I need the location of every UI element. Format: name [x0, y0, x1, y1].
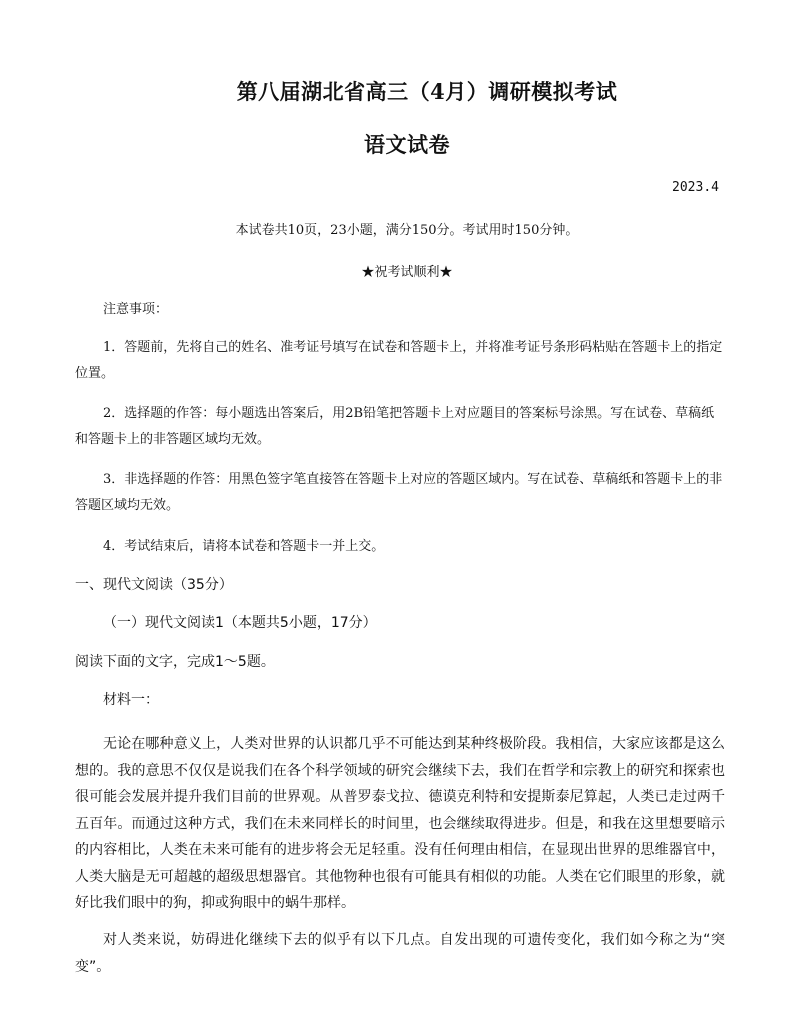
exam-info: 本试卷共10页，23小题，满分150分。考试用时150分钟。 [235, 223, 579, 238]
exam-date: 2023.4 [672, 180, 719, 195]
passage-paragraph: 无论在哪种意义上，人类对世界的认识都几乎不可能达到某种终极阶段。我相信，大家应该都是这么想的。我的意思不仅仅是说我们在各个科学领域的研究会继续下去，我们在哲学和宗教上的研究和探索也很可能会发展并提升我们目前的世界观。从普罗泰戈拉、德谟克利特和安提斯泰尼算起，人类已走过两千五百年。而通过这种方式，我们在未来同样长的时间里，也会继续取得进步。但是，和我在这里想要暗示的内容相比，人类在未来可能有的进步将会无足轻重。没有任何理由相信，在显现出世界的思维器官中，人类大脑是无可超越的超级思想器官。其他物种也很有可能具有相似的功能。人类在它们眼里的形象，就好比我们眼中的狗，抑或狗眼中的蜗牛那样。 [75, 736, 725, 911]
exam-title: 第八届湖北省高三（4月）调研模拟考试 [236, 79, 618, 104]
section-heading: 一、现代文阅读（35分） [75, 577, 233, 593]
material-label: 材料一： [103, 692, 159, 708]
exam-blessing: ★祝考试顺利★ [361, 265, 453, 280]
exam-subtitle: 语文试卷 [364, 132, 450, 157]
note-item: 1．答题前，先将自己的姓名、准考证号填写在试卷和答题卡上，并将准考证号条形码粘贴在答题卡上的指定位置。 [75, 340, 723, 381]
note-item: 3．非选择题的作答：用黑色签字笔直接答在答题卡上对应的答题区域内。写在试卷、草稿纸和答题卡上的非答题区域均无效。 [75, 472, 723, 513]
note-item: 4．考试结束后，请将本试卷和答题卡一并上交。 [103, 539, 385, 554]
note-item: 2．选择题的作答：每小题选出答案后，用2B铅笔把答题卡上对应题目的答案标号涂黑。写在试卷、草稿纸和答题卡上的非答题区域均无效。 [75, 406, 715, 447]
section-subheading: （一）现代文阅读1（本题共5小题，17分） [103, 615, 377, 631]
reading-instruction: 阅读下面的文字，完成1～5题。 [75, 654, 275, 670]
passage-paragraph: 对人类来说，妨碍进化继续下去的似乎有以下几点。自发出现的可遗传变化，我们如今称之为“突变”。 [75, 932, 725, 975]
notes-title: 注意事项： [103, 302, 169, 317]
